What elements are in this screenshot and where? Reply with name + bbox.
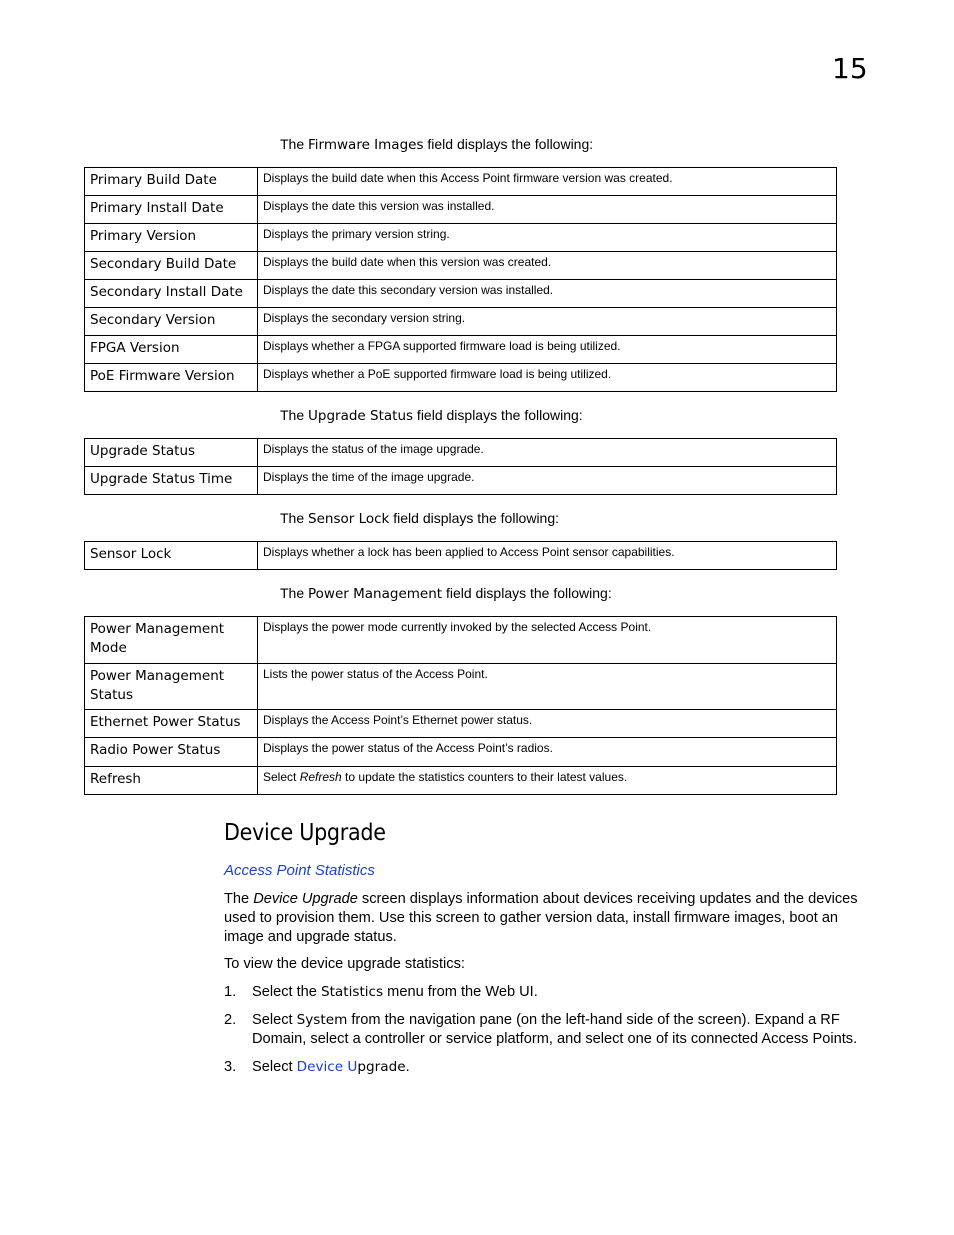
param-desc: Displays the status of the image upgrade. <box>258 439 837 467</box>
table-row <box>85 738 837 767</box>
firmware-term: Firmware Images <box>308 137 424 153</box>
table-row <box>85 196 837 224</box>
param-desc: Displays the secondary version string. <box>258 308 837 336</box>
param-name: Secondary Build Date <box>85 252 258 280</box>
table-row <box>85 542 837 570</box>
param-desc: Displays whether a PoE supported firmware load is being utilized. <box>258 364 837 392</box>
param-desc: Select Refresh to update the statistics counters to their latest values. <box>258 767 837 795</box>
param-name: FPGA Version <box>85 336 258 364</box>
section-description: The Device Upgrade screen displays information about devices receiving updates and the devices used to provision them. Use this screen to gather version data, install firmware images, boot an image and upgrade status. <box>224 891 858 945</box>
param-name: Ethernet Power Status <box>85 710 258 738</box>
sensor-term: Sensor Lock <box>308 511 390 527</box>
param-name: Upgrade Status <box>85 439 258 467</box>
upgrade-intro: The Upgrade Status field displays the following: <box>280 407 583 424</box>
param-desc: Displays whether a FPGA supported firmware load is being utilized. <box>258 336 837 364</box>
step-text: Select the Statistics menu from the Web UI. <box>252 984 538 1000</box>
table-row <box>85 710 837 738</box>
param-name: Primary Install Date <box>85 196 258 224</box>
param-desc: Lists the power status of the Access Point. <box>258 664 837 710</box>
param-desc: Displays whether a lock has been applied to Access Point sensor capabilities. <box>258 542 837 570</box>
step-number: 2. <box>224 1012 237 1028</box>
chapter-number: 15 <box>832 52 868 85</box>
param-desc: Displays the date this secondary version was installed. <box>258 280 837 308</box>
param-desc: Displays the date this version was installed. <box>258 196 837 224</box>
table-row <box>85 336 837 364</box>
param-desc: Displays the power status of the Access Point’s radios. <box>258 738 837 767</box>
statistics-menu-term: Statistics <box>320 984 384 1000</box>
power-term: Power Management <box>308 586 443 602</box>
table-row <box>85 664 837 710</box>
access-point-statistics-link[interactable]: Access Point Statistics <box>224 862 375 879</box>
sensor-intro: The Sensor Lock field displays the following: <box>280 510 560 527</box>
param-desc: Displays the Access Point’s Ethernet power status. <box>258 710 837 738</box>
step-text: Select Device Upgrade. <box>252 1059 410 1075</box>
param-name: Primary Version <box>85 224 258 252</box>
step-number: 1. <box>224 984 237 1000</box>
device-upgrade-link[interactable]: Device Upgrade <box>296 1059 406 1075</box>
step-number: 3. <box>224 1059 237 1075</box>
table-row <box>85 168 837 196</box>
table-row <box>85 439 837 467</box>
param-name: Secondary Version <box>85 308 258 336</box>
step-text: Select System from the navigation pane (on the left-hand side of the screen). Expand a RF Domain, select a controller or service platform, and select one of its connected Access Points. <box>252 1012 858 1047</box>
table-row <box>85 767 837 795</box>
device-upgrade-term: Device Upgrade <box>253 891 358 907</box>
param-desc: Displays the build date when this Access Point firmware version was created. <box>258 168 837 196</box>
param-name: Refresh <box>85 767 258 795</box>
power-table <box>84 616 837 795</box>
table-row <box>85 467 837 495</box>
power-intro: The Power Management field displays the following: <box>280 585 612 602</box>
refresh-term: Refresh <box>299 770 342 784</box>
param-desc: Displays the build date when this version was created. <box>258 252 837 280</box>
table-row <box>85 364 837 392</box>
table-row <box>85 224 837 252</box>
section-title: Device Upgrade <box>224 820 386 846</box>
procedure-intro: To view the device upgrade statistics: <box>224 956 465 972</box>
param-name: Sensor Lock <box>85 542 258 570</box>
upgrade-table <box>84 438 837 495</box>
upgrade-term: Upgrade Status <box>308 408 414 424</box>
param-desc: Displays the primary version string. <box>258 224 837 252</box>
table-row <box>85 617 837 664</box>
param-name: PoE Firmware Version <box>85 364 258 392</box>
system-term: System <box>296 1012 348 1028</box>
param-name: Power Management Status <box>85 664 258 710</box>
param-name: Upgrade Status Time <box>85 467 258 495</box>
param-name: Power Management Mode <box>85 617 258 664</box>
param-name: Secondary Install Date <box>85 280 258 308</box>
param-name: Radio Power Status <box>85 738 258 767</box>
table-row <box>85 252 837 280</box>
param-name: Primary Build Date <box>85 168 258 196</box>
firmware-table <box>84 167 837 392</box>
param-desc: Displays the time of the image upgrade. <box>258 467 837 495</box>
firmware-intro: The Firmware Images field displays the following: <box>280 136 594 153</box>
table-row <box>85 308 837 336</box>
param-desc: Displays the power mode currently invoked by the selected Access Point. <box>258 617 837 664</box>
sensor-table <box>84 541 837 570</box>
table-row <box>85 280 837 308</box>
